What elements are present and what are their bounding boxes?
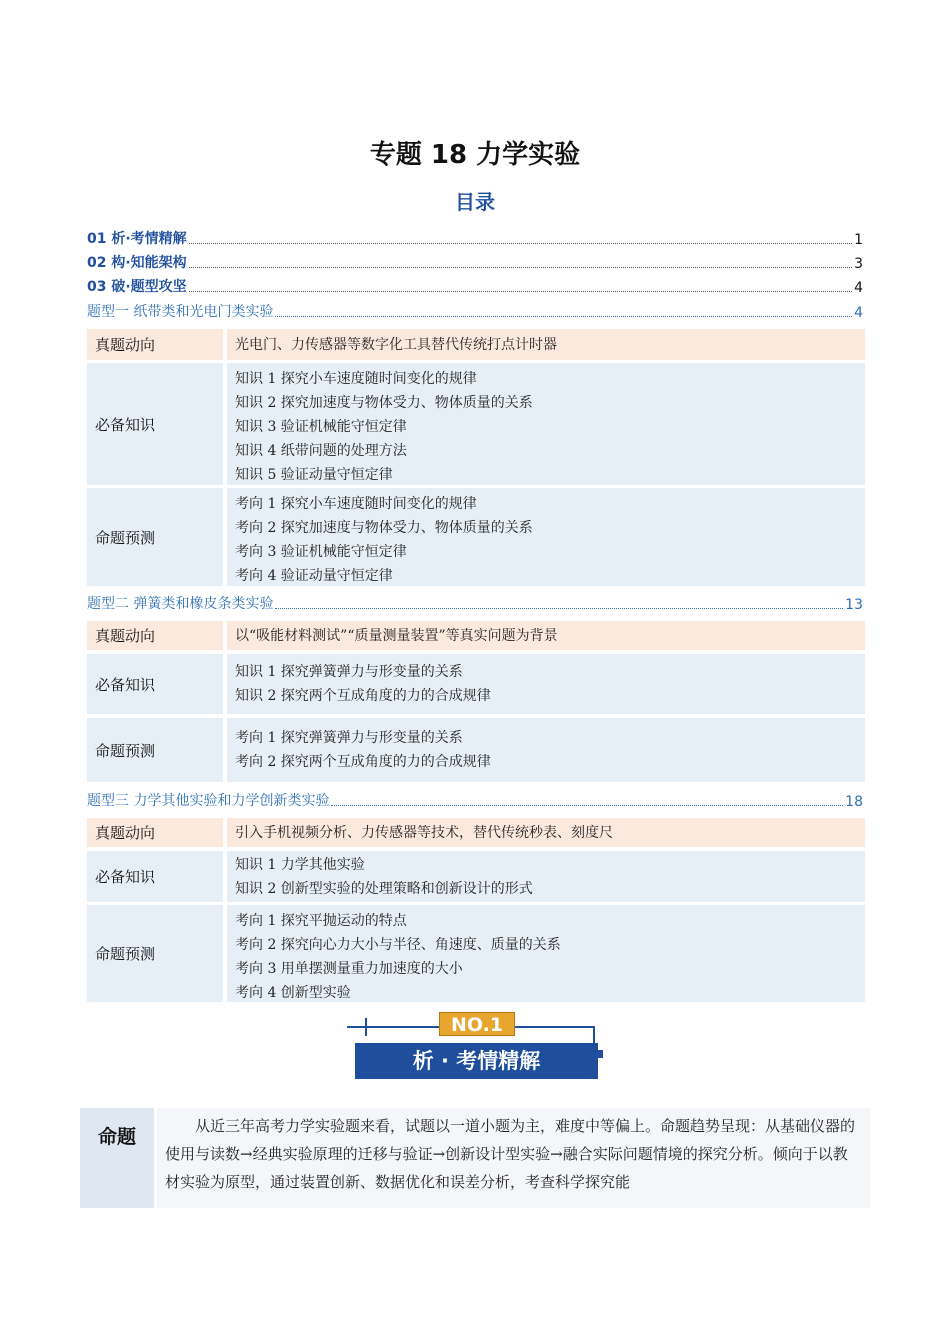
trend-text: 以“吸能材料测试”“质量测量装置”等真实问题为背景 xyxy=(235,627,558,644)
table-row-forecast xyxy=(87,905,865,1002)
toc-entry-breakthrough[interactable] xyxy=(87,276,863,296)
banner-title: 析 · 考情精解 xyxy=(355,1043,598,1079)
toc-page-number: 13 xyxy=(845,597,863,613)
toc-entry-label: 02 构·知能架构 xyxy=(87,255,187,271)
toc-entry-label: 题型二 弹簧类和橡皮条类实验 xyxy=(87,596,274,612)
row-value xyxy=(227,654,865,714)
toc-heading: 目录 xyxy=(455,190,495,214)
list-item: 考向 2 探究两个互成角度的力的合成规律 xyxy=(235,754,491,770)
row-label: 必备知识 xyxy=(87,654,223,714)
row-value xyxy=(227,621,865,650)
mingti-label: 命题 xyxy=(80,1108,154,1208)
list-item: 知识 1 探究弹簧弹力与形变量的关系 xyxy=(235,664,463,680)
list-item: 考向 1 探究平抛运动的特点 xyxy=(235,913,407,929)
banner-number: NO.1 xyxy=(439,1012,515,1036)
toc-entry-label: 题型三 力学其他实验和力学创新类实验 xyxy=(87,793,330,809)
list-item: 考向 4 验证动量守恒定律 xyxy=(235,568,393,584)
list-item: 知识 4 纸带问题的处理方法 xyxy=(235,443,407,459)
toc-entry-type-1[interactable] xyxy=(87,301,863,321)
row-value xyxy=(227,905,865,1002)
list-item: 考向 3 用单摆测量重力加速度的大小 xyxy=(235,961,463,977)
list-item: 考向 1 探究弹簧弹力与形变量的关系 xyxy=(235,730,463,746)
list-item: 考向 2 探究加速度与物体受力、物体质量的关系 xyxy=(235,520,533,536)
toc-leader xyxy=(189,267,852,268)
list-item: 考向 1 探究小车速度随时间变化的规律 xyxy=(235,496,477,512)
table-row-knowledge xyxy=(87,851,865,902)
row-label: 真题动向 xyxy=(87,329,223,360)
toc-leader xyxy=(189,291,852,292)
row-label: 真题动向 xyxy=(87,621,223,650)
list-item: 知识 5 验证动量守恒定律 xyxy=(235,467,393,483)
toc-entry-type-2[interactable] xyxy=(87,593,863,613)
toc-entry-analysis[interactable] xyxy=(87,228,863,248)
list-item: 考向 2 探究向心力大小与半径、角速度、质量的关系 xyxy=(235,937,561,953)
list-item: 考向 4 创新型实验 xyxy=(235,985,351,1001)
list-item: 知识 2 探究加速度与物体受力、物体质量的关系 xyxy=(235,395,533,411)
row-label: 必备知识 xyxy=(87,363,223,485)
row-label: 命题预测 xyxy=(87,718,223,782)
toc-entry-framework[interactable] xyxy=(87,252,863,272)
section-banner xyxy=(345,1010,603,1082)
toc-page-number: 4 xyxy=(854,280,863,296)
table-row-trend xyxy=(87,329,865,360)
row-value xyxy=(227,718,865,782)
toc-leader xyxy=(189,243,852,244)
toc-entry-type-3[interactable] xyxy=(87,790,863,810)
toc-page-number: 18 xyxy=(845,794,863,810)
list-item: 知识 3 验证机械能守恒定律 xyxy=(235,419,407,435)
list-item: 知识 1 探究小车速度随时间变化的规律 xyxy=(235,371,477,387)
row-label: 必备知识 xyxy=(87,851,223,902)
toc-entry-label: 01 析·考情精解 xyxy=(87,231,187,247)
banner-rule xyxy=(347,1026,367,1028)
page-title: 专题 18 力学实验 xyxy=(369,140,581,170)
row-value xyxy=(227,363,865,485)
row-label: 命题预测 xyxy=(87,905,223,1002)
toc-page-number: 3 xyxy=(854,256,863,272)
toc-leader xyxy=(331,805,843,806)
toc-page-number: 4 xyxy=(854,305,863,321)
table-row-knowledge xyxy=(87,363,865,485)
list-item: 知识 2 创新型实验的处理策略和创新设计的形式 xyxy=(235,880,533,897)
mingti-text: 从近三年高考力学实验题来看，试题以一道小题为主，难度中等偏上。命题趋势呈现：从基础仪器的使用与读数→经典实验原理的迁移与验证→创新设计型实验→融合实际问题情境的探究分析。倾向于以教材实验为原型，通过装置创新、数据优化和误差分析，考查科学探究能 xyxy=(157,1108,870,1208)
trend-text: 引入手机视频分析、力传感器等技术，替代传统秒表、刻度尺 xyxy=(235,824,613,841)
row-label: 真题动向 xyxy=(87,818,223,847)
table-row-forecast xyxy=(87,718,865,782)
toc-entry-label: 题型一 纸带类和光电门类实验 xyxy=(87,304,274,320)
row-value xyxy=(227,851,865,902)
toc-entry-label: 03 破·题型攻坚 xyxy=(87,279,187,295)
row-value xyxy=(227,329,865,360)
row-value xyxy=(227,818,865,847)
row-label: 命题预测 xyxy=(87,488,223,586)
list-item: 知识 1 力学其他实验 xyxy=(235,856,365,873)
toc-leader xyxy=(275,316,852,317)
row-value xyxy=(227,488,865,586)
toc-leader xyxy=(275,608,843,609)
trend-text: 光电门、力传感器等数字化工具替代传统打点计时器 xyxy=(235,336,557,353)
list-item: 知识 2 探究两个互成角度的力的合成规律 xyxy=(235,688,491,704)
table-row-trend xyxy=(87,621,865,650)
table-row-trend xyxy=(87,818,865,847)
table-row-knowledge xyxy=(87,654,865,714)
toc-page-number: 1 xyxy=(854,232,863,248)
list-item: 考向 3 验证机械能守恒定律 xyxy=(235,544,407,560)
table-row-forecast xyxy=(87,488,865,586)
